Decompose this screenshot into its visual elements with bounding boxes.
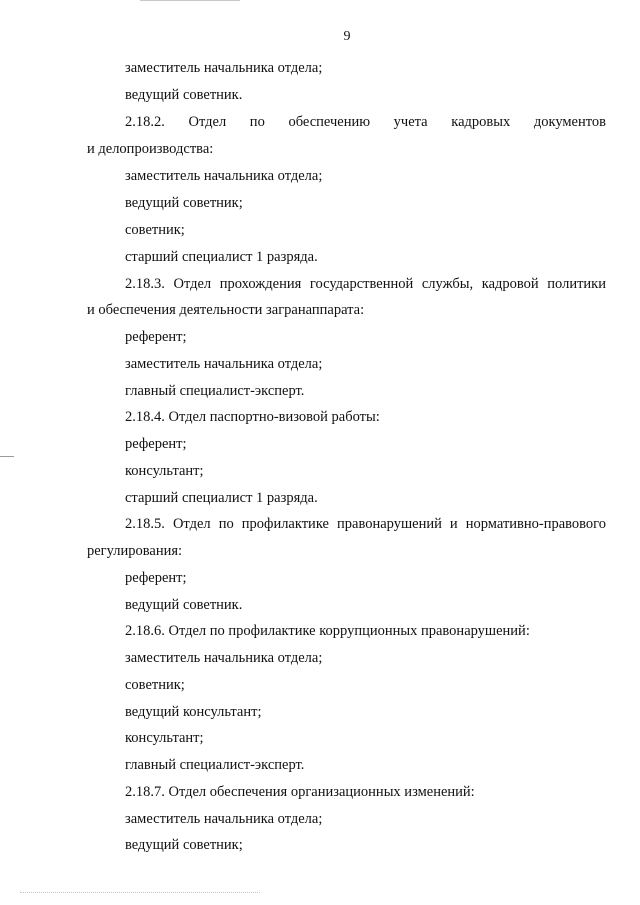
text-line: заместитель начальника отдела; bbox=[125, 811, 323, 827]
text-line: заместитель начальника отдела; bbox=[125, 650, 323, 666]
text-line: референт; bbox=[125, 329, 187, 345]
text-line: ведущий советник. bbox=[125, 597, 243, 613]
text-line: ведущий советник. bbox=[125, 87, 243, 103]
text-line: референт; bbox=[125, 570, 187, 586]
text-line: ведущий советник; bbox=[125, 195, 243, 211]
text-line: советник; bbox=[125, 677, 185, 693]
text-line: и обеспечения деятельности загранаппарата: bbox=[87, 302, 365, 318]
scan-artifact-left bbox=[0, 456, 14, 457]
section-heading-2-18-6: 2.18.6. Отдел по профилактике коррупционных правонарушений: bbox=[125, 623, 530, 639]
text-line: старший специалист 1 разряда. bbox=[125, 249, 318, 265]
text-line: и делопроизводства: bbox=[87, 141, 214, 157]
text-line: консультант; bbox=[125, 463, 204, 479]
text-line: ведущий советник; bbox=[125, 837, 243, 853]
scan-artifact-top bbox=[140, 0, 240, 1]
text-line: советник; bbox=[125, 222, 185, 238]
text-line: главный специалист-эксперт. bbox=[125, 383, 305, 399]
section-heading-2-18-2: 2.18.2. Отдел по обеспечению учета кадровых документов bbox=[125, 114, 606, 130]
scan-artifact-bottom bbox=[20, 892, 260, 893]
section-heading-2-18-7: 2.18.7. Отдел обеспечения организационных изменений: bbox=[125, 784, 475, 800]
page-number: 9 bbox=[343, 29, 351, 44]
text-line: главный специалист-эксперт. bbox=[125, 757, 305, 773]
text-line: ведущий консультант; bbox=[125, 704, 262, 720]
text-line: заместитель начальника отдела; bbox=[125, 60, 323, 76]
text-line: консультант; bbox=[125, 730, 204, 746]
text-line: заместитель начальника отдела; bbox=[125, 356, 323, 372]
section-heading-2-18-4: 2.18.4. Отдел паспортно-визовой работы: bbox=[125, 409, 380, 425]
text-line: регулирования: bbox=[87, 543, 183, 559]
text-line: старший специалист 1 разряда. bbox=[125, 490, 318, 506]
section-heading-2-18-5: 2.18.5. Отдел по профилактике правонарушений и нормативно-правового bbox=[125, 516, 606, 532]
text-line: заместитель начальника отдела; bbox=[125, 168, 323, 184]
text-line: референт; bbox=[125, 436, 187, 452]
section-heading-2-18-3: 2.18.3. Отдел прохождения государственной службы, кадровой политики bbox=[125, 276, 606, 292]
